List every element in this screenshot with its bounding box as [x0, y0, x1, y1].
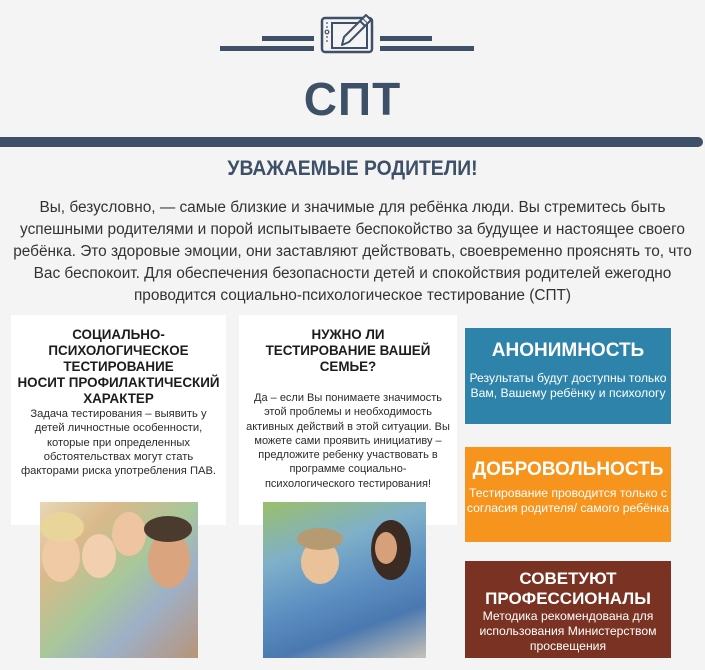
voluntariness-box: [465, 447, 671, 542]
card-text: Да – если Вы понимаете значимость этой проблемы и необходимость активных действий в этой ситуации. Вы можете сами проявить инициативу – предложите ребенку участвовать в программе социально-психологического тестирования!: [246, 392, 450, 490]
anonymity-text: Результаты будут доступны только Вам, Вашему ребёнку и психологу: [469, 371, 667, 400]
professionals-text: Методика рекомендована для использования Министерством просвещения: [479, 609, 657, 653]
card-title: НУЖНО ЛИ ТЕСТИРОВАНИЕ ВАШЕЙ СЕМЬЕ?: [265, 327, 431, 374]
family-need-card: [239, 315, 457, 525]
voluntariness-text: Тестирование проводится только с согласия родителя/ самого ребёнка: [466, 486, 670, 515]
professionals-box: [465, 561, 671, 658]
header-line-upper-left: [262, 36, 314, 41]
voluntariness-title: ДОБРОВОЛЬНОСТЬ: [472, 459, 664, 480]
anonymity-box: [465, 328, 671, 424]
header-divider: [0, 137, 703, 147]
header-line-lower-left: [220, 46, 314, 51]
prophylactic-card: [11, 315, 226, 525]
greeting-heading: УВАЖАЕМЫЕ РОДИТЕЛИ!: [227, 157, 478, 180]
anonymity-title: АНОНИМНОСТЬ: [491, 340, 645, 361]
card-text: Задача тестирования – выявить у детей личностные особенности, которые при определенных обстоятельствах могут стать факторами риска употребления ПАВ.: [20, 408, 217, 478]
family-photo: [40, 502, 198, 658]
professionals-title: СОВЕТУЮТ ПРОФЕССИОНАЛЫ: [485, 569, 651, 608]
mother-and-son-photo: [263, 502, 426, 658]
card-title: СОЦИАЛЬНО- ПСИХОЛОГИЧЕСКОЕ ТЕСТИРОВАНИЕ НОСИТ ПРОФИЛАКТИЧЕСКИЙ ХАРАКТЕР: [17, 327, 220, 406]
intro-paragraph: Вы, безусловно, — самые близкие и значимые для ребёнка люди. Вы стремитесь быть успешными родителями и порой испытываете беспокойство за будущее и настоящее своего ребёнка. Это здоровые эмоции, они заставляют действовать, своевременно прояснять то, что Вас беспокоит. Для обеспечения безопасности детей и спокойствия родителей ежегодно проводится социально-психологическое тестирование (СПТ): [13, 199, 692, 304]
page-title: СПТ: [303, 73, 402, 125]
drawing-tablet-pen-icon: [320, 10, 374, 52]
header-line-upper-right: [380, 36, 432, 41]
header-line-lower-right: [380, 46, 474, 51]
